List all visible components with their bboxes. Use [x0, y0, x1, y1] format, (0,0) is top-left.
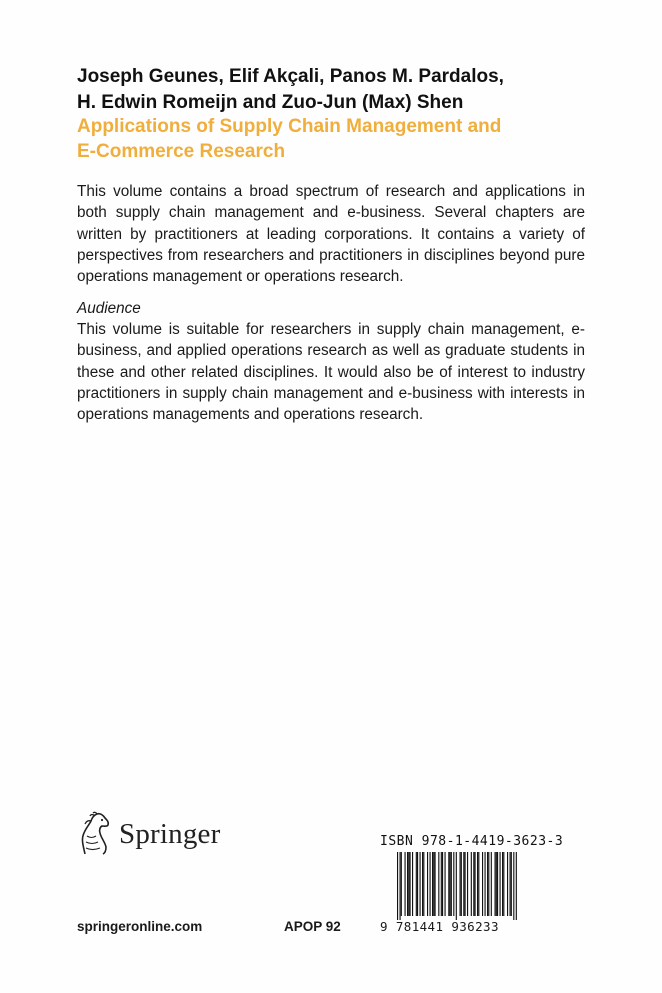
barcode-bar — [502, 852, 503, 916]
barcode-bar — [513, 852, 514, 920]
barcode-bar — [408, 852, 409, 916]
barcode-bar — [420, 852, 421, 916]
barcode-bar — [442, 852, 443, 916]
barcode-bar — [496, 852, 497, 916]
barcode-bar — [397, 852, 398, 920]
title-line-2: E-Commerce Research — [77, 141, 286, 162]
barcode-bar — [460, 852, 461, 916]
barcode-bar — [427, 852, 428, 916]
barcode-bar — [503, 852, 504, 916]
barcode-bar — [416, 852, 417, 916]
barcode-bar — [410, 852, 411, 916]
barcode-bar — [511, 852, 512, 916]
springer-horse-icon — [75, 811, 113, 857]
barcode-bar — [477, 852, 478, 916]
barcode-bar — [417, 852, 418, 916]
barcode-bar — [438, 852, 439, 916]
barcode-bar — [407, 852, 408, 916]
barcode-bar — [488, 852, 489, 916]
barcode-bar — [478, 852, 479, 916]
barcode-bar — [432, 852, 433, 916]
barcode-bar — [495, 852, 496, 916]
barcode-bar — [465, 852, 466, 916]
website-link[interactable]: springeronline.com — [77, 919, 203, 934]
barcode-bar — [448, 852, 449, 916]
publisher-name: Springer — [119, 817, 221, 850]
barcode-bar — [500, 852, 501, 916]
barcode-number: 9 781441 936233 — [380, 919, 499, 934]
barcode-bar — [507, 852, 508, 916]
barcode-bar — [423, 852, 424, 916]
barcode-bar — [475, 852, 476, 916]
barcode-bar — [445, 852, 446, 916]
barcode-bar — [453, 852, 454, 916]
barcode-bar — [473, 852, 474, 916]
audience-label: Audience — [77, 300, 141, 317]
authors-line-2: H. Edwin Romeijn and Zuo-Jun (Max) Shen — [77, 92, 464, 113]
barcode-image — [397, 852, 517, 920]
barcode-bar — [412, 852, 413, 916]
title-line-1: Applications of Supply Chain Management and — [77, 116, 502, 137]
publisher-logo — [75, 808, 245, 860]
barcode-bar — [497, 852, 498, 916]
barcode-bar — [450, 852, 451, 916]
barcode-bar — [510, 852, 511, 916]
barcode-bar — [491, 852, 492, 916]
barcode-bar — [430, 852, 431, 916]
barcode-bar — [487, 852, 488, 916]
description: This volume contains a broad spectrum of research and applications in both supply chain management and e-business. Several chapters are written by practitioners at leading corporations. It contains a variety of perspectives from researchers and practitioners in disciplines beyond pure operations management or operations research. — [77, 183, 585, 286]
barcode-bar — [422, 852, 423, 916]
audience-text: This volume is suitable for researchers in supply chain management, e-business, and applied operations research as well as graduate students in these and other related disciplines. It would also be of interest to industry practitioners in supply chain management and e-business with interests in operations managements and operations research. — [77, 321, 585, 424]
barcode-bar — [463, 852, 464, 916]
barcode-bar — [471, 852, 472, 916]
barcode-bar — [441, 852, 442, 916]
authors — [77, 64, 597, 116]
isbn-text: ISBN 978-1-4419-3623-3 — [380, 834, 564, 849]
book-title — [77, 114, 597, 164]
series-code: APOP 92 — [284, 919, 341, 934]
authors-line-1: Joseph Geunes, Elif Akçali, Panos M. Pardalos, — [77, 66, 504, 87]
barcode-bar — [516, 852, 517, 920]
barcode-bar — [456, 852, 457, 920]
barcode-bar — [485, 852, 486, 916]
barcode-bar — [451, 852, 452, 916]
barcode-bar — [433, 852, 434, 916]
barcode-bar — [405, 852, 406, 916]
barcode-bar — [400, 852, 401, 920]
barcode-bar — [482, 852, 483, 916]
barcode-bar — [461, 852, 462, 916]
barcode-bar — [435, 852, 436, 916]
barcode-bar — [467, 852, 468, 916]
barcode-bar — [401, 852, 402, 916]
